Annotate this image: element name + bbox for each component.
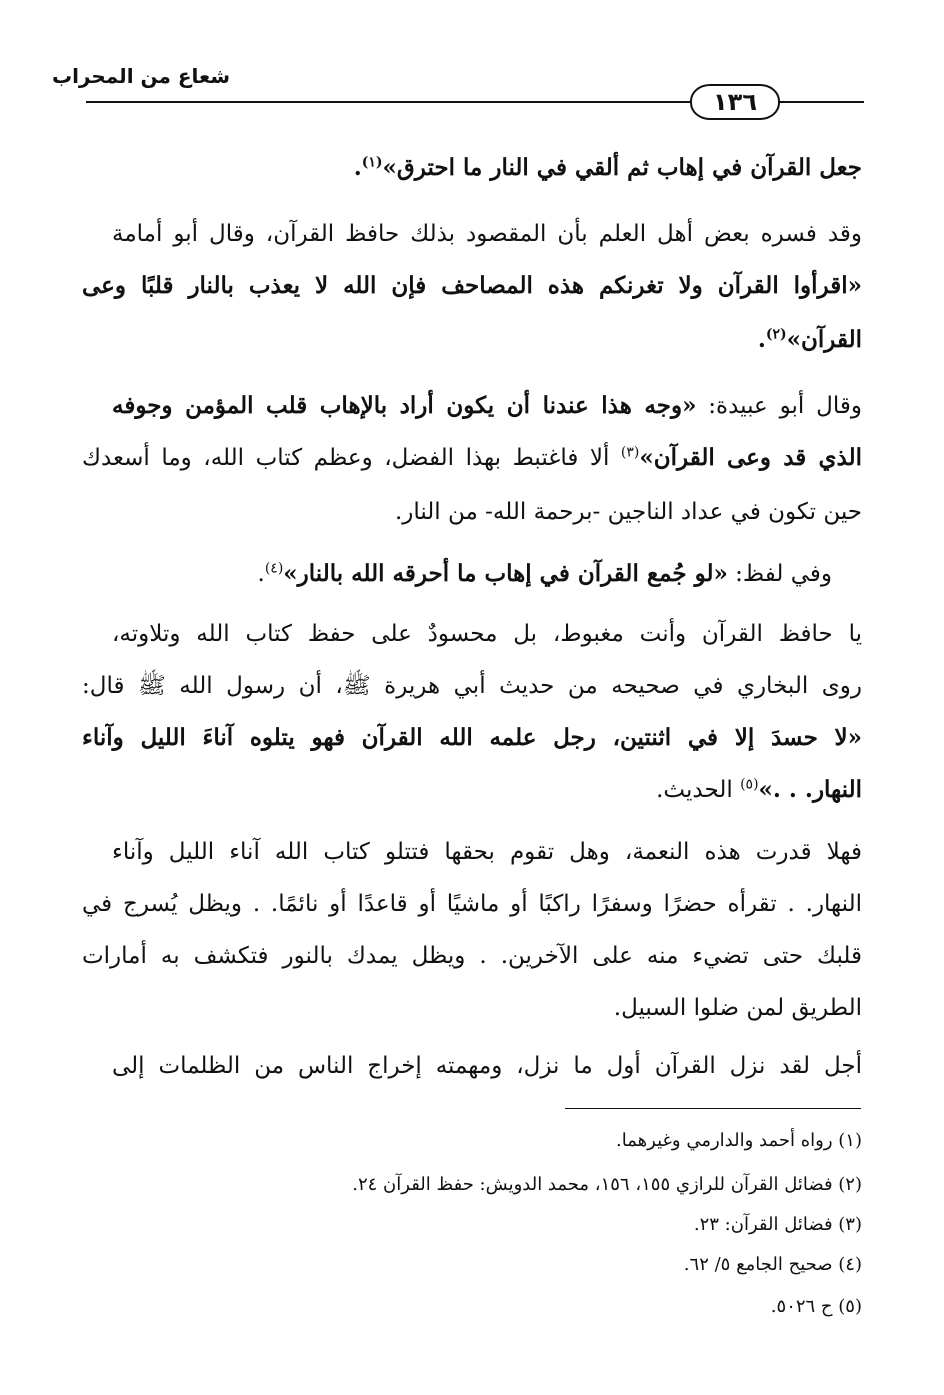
body-line: وفي لفظ: «لو جُمع القرآن في إهاب ما أحرقه الله بالنار»$^{(٤)}$. [257, 560, 832, 587]
bold-quote: القرآن» [786, 326, 862, 353]
footnote: (٢) فضائل القرآن للرازي ١٥٥، ١٥٦، محمد الدويش: حفظ القرآن ٢٤. [352, 1174, 862, 1195]
body-line: القرآن»$^{(٢)}$. [757, 326, 862, 353]
bold-quote: «لو جُمع القرآن في إهاب ما أحرقه الله بالنار» [283, 560, 728, 587]
body-line: جعل القرآن في إهاب ثم ألقي في النار ما احترق»$^{(١)}$. [353, 154, 862, 181]
body-line: يا حافظ القرآن وأنت مغبوط، بل محسودٌ على حفظ كتاب الله وتلاوته، [112, 621, 862, 647]
body-line: «لا حسدَ إلا في اثنتين، رجل علمه الله القرآن فهو يتلوه آناءَ الليل وآناء [82, 724, 862, 751]
body-line: النهار. . تقرأه حضرًا وسفرًا راكبًا أو ماشيًا أو قاعدًا أو نائمًا. . ويظل يُسرج في [82, 891, 862, 917]
body-line [656, 774, 862, 806]
bold-quote: الذي قد وعى القرآن» [639, 444, 862, 471]
text-run: ألا فاغتبط بهذا الفضل، وعظم كتاب الله، وما أسعدك [82, 445, 621, 471]
text-run: وقال أبو عبيدة: [696, 393, 862, 419]
body-line: فهلا قدرت هذه النعمة، وهل تقوم بحقها فتتلو كتاب الله آناء الليل وآناء [112, 839, 862, 865]
text-run: وفي لفظ: [727, 561, 832, 587]
bold-quote: جعل القرآن في إهاب ثم ألقي في النار ما احترق» [382, 154, 862, 181]
body-line: وقد فسره بعض أهل العلم بأن المقصود بذلك حافظ القرآن، وقال أبو أمامة [112, 221, 862, 247]
footnote: (١) رواه أحمد والدارمي وغيرهما. [616, 1130, 862, 1151]
body-line: حين تكون في عداد الناجين -برحمة الله- من النار. [394, 499, 862, 525]
body-line: روى البخاري في صحيحه من حديث أبي هريرة ﷺ، أن رسول الله ﷺ قال: [82, 673, 862, 699]
body-line: أجل لقد نزل القرآن أول ما نزل، ومهمته إخراج الناس من الظلمات إلى [112, 1053, 862, 1079]
running-header-title: شعاع من المحراب [51, 64, 230, 88]
page-number-badge: ١٣٦ [690, 84, 780, 120]
body-line [112, 390, 862, 422]
footnote-ref: (١) [361, 154, 383, 171]
footnote: (٣) فضائل القرآن: ٢٣. [693, 1214, 862, 1235]
bold-quote: النهار. . .» [758, 776, 862, 803]
footnote-separator [565, 1108, 861, 1109]
bold-quote: «وجه هذا عندنا أن يكون أراد بالإهاب قلب المؤمن وجوفه [112, 392, 697, 419]
footnote: (٤) صحيح الجامع ٥/ ٦٢. [683, 1254, 862, 1275]
footnote: (٥) ح ٥٠٢٦. [770, 1296, 862, 1317]
footnote-ref: (٤) [264, 560, 284, 577]
body-line: قلبك حتى تضيء منه على الآخرين. . ويظل يمدك بالنور فتكشف به أمارات [82, 943, 862, 969]
body-line: الطريق لمن ضلوا السبيل. [613, 995, 862, 1021]
body-line: «اقرأوا القرآن ولا تغرنكم هذه المصاحف فإن الله لا يعذب بالنار قلبًا وعى [82, 272, 862, 299]
footnote-ref: (٣) [620, 444, 640, 461]
body-line [82, 442, 862, 474]
footnote-ref: (٥) [740, 776, 759, 793]
footnote-ref: (٢) [765, 326, 787, 343]
text-run: الحديث. [656, 777, 741, 803]
